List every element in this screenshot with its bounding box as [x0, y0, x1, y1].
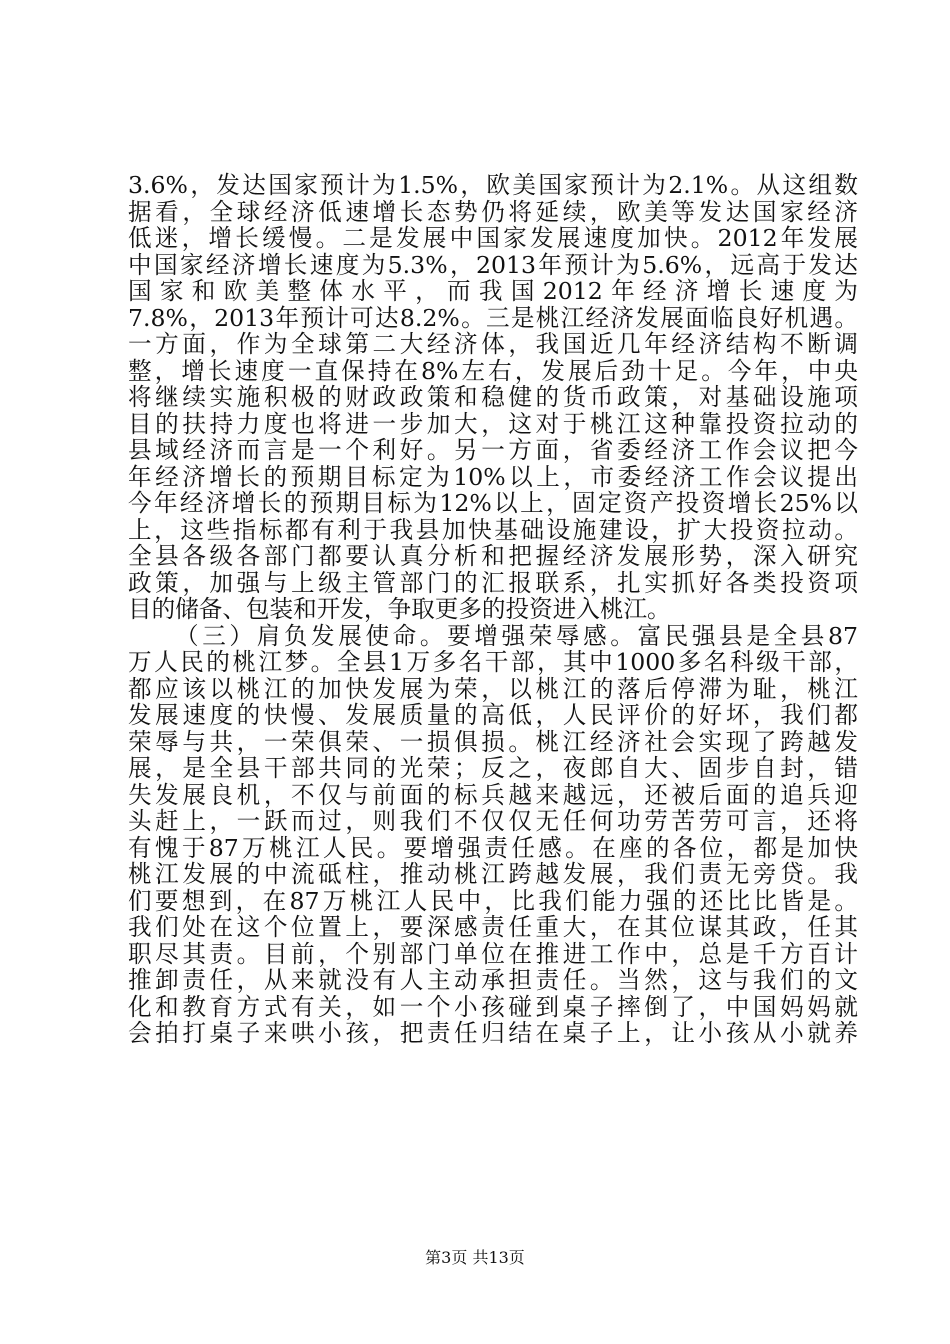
text-line: 政策，加强与上级主管部门的汇报联系，扎实抓好各类投资项 [128, 569, 858, 596]
text-line: 低迷，增长缓慢。二是发展中国家发展速度加快。2012年发展 [128, 225, 858, 252]
text-line: 失发展良机，不仅与前面的标兵越来越远，还被后面的追兵迎 [128, 781, 858, 808]
text-line: 县域经济而言是一个利好。另一方面，省委经济工作会议把今 [128, 437, 858, 464]
text-line: 据看，全球经济低速增长态势仍将延续，欧美等发达国家经济 [128, 198, 858, 225]
text-line: 我们处在这个位置上，要深感责任重大，在其位谋其政，任其 [128, 914, 858, 941]
text-line: 有愧于87万桃江人民。要增强责任感。在座的各位，都是加快 [128, 834, 858, 861]
text-line: 都应该以桃江的加快发展为荣，以桃江的落后停滞为耻，桃江 [128, 675, 858, 702]
text-line: 整，增长速度一直保持在8%左右，发展后劲十足。今年，中央 [128, 357, 858, 384]
text-line: 年经济增长的预期目标定为10%以上，市委经济工作会议提出 [128, 463, 858, 490]
page-footer: 第3页 共13页 [425, 1248, 525, 1267]
text-line: 们要想到，在87万桃江人民中，比我们能力强的还比比皆是。 [128, 887, 858, 914]
text-line: 国家和欧美整体水平，而我国2012年经济增长速度为 [128, 278, 858, 305]
text-line: 桃江发展的中流砥柱，推动桃江跨越发展，我们责无旁贷。我 [128, 861, 858, 888]
text-line: 一方面，作为全球第二大经济体，我国近几年经济结构不断调 [128, 331, 858, 358]
text-line: 今年经济增长的预期目标为12%以上，固定资产投资增长25%以 [128, 490, 858, 517]
text-line: 展，是全县干部共同的光荣；反之，夜郎自大、固步自封，错 [128, 755, 858, 782]
text-line: 化和教育方式有关，如一个小孩碰到桌子摔倒了，中国妈妈就 [128, 993, 858, 1020]
text-line: 中国家经济增长速度为5.3%，2013年预计为5.6%，远高于发达 [128, 251, 858, 278]
text-line: 7.8%，2013年预计可达8.2%。三是桃江经济发展面临良好机遇。 [128, 304, 858, 331]
text-line: 发展速度的快慢、发展质量的高低，人民评价的好坏，我们都 [128, 702, 858, 729]
text-line: （三）肩负发展使命。要增强荣辱感。富民强县是全县87 [175, 622, 858, 649]
text-line: 上，这些指标都有利于我县加快基础设施建设，扩大投资拉动。 [128, 516, 858, 543]
text-line: 3.6%，发达国家预计为1.5%，欧美国家预计为2.1%。从这组数 [128, 172, 858, 199]
text-line: 全县各级各部门都要认真分析和把握经济发展形势，深入研究 [128, 543, 858, 570]
text-line: 目的扶持力度也将进一步加大，这对于桃江这种靠投资拉动的 [128, 410, 858, 437]
text-line: 目的储备、包装和开发，争取更多的投资进入桃江。 [128, 596, 671, 623]
text-line: 将继续实施积极的财政政策和稳健的货币政策，对基础设施项 [128, 384, 858, 411]
text-line: 推卸责任，从来就没有人主动承担责任。当然，这与我们的文 [128, 967, 858, 994]
text-line: 荣辱与共，一荣俱荣、一损俱损。桃江经济社会实现了跨越发 [128, 728, 858, 755]
body-text [128, 172, 858, 1047]
text-line: 职尽其责。目前，个别部门单位在推进工作中，总是千方百计 [128, 940, 858, 967]
text-line: 头赶上，一跃而过，则我们不仅仅无任何功劳苦劳可言，还将 [128, 808, 858, 835]
text-line: 万人民的桃江梦。全县1万多名干部，其中1000多名科级干部， [128, 649, 858, 676]
text-line: 会拍打桌子来哄小孩，把责任归结在桌子上，让小孩从小就养 [128, 1020, 858, 1047]
